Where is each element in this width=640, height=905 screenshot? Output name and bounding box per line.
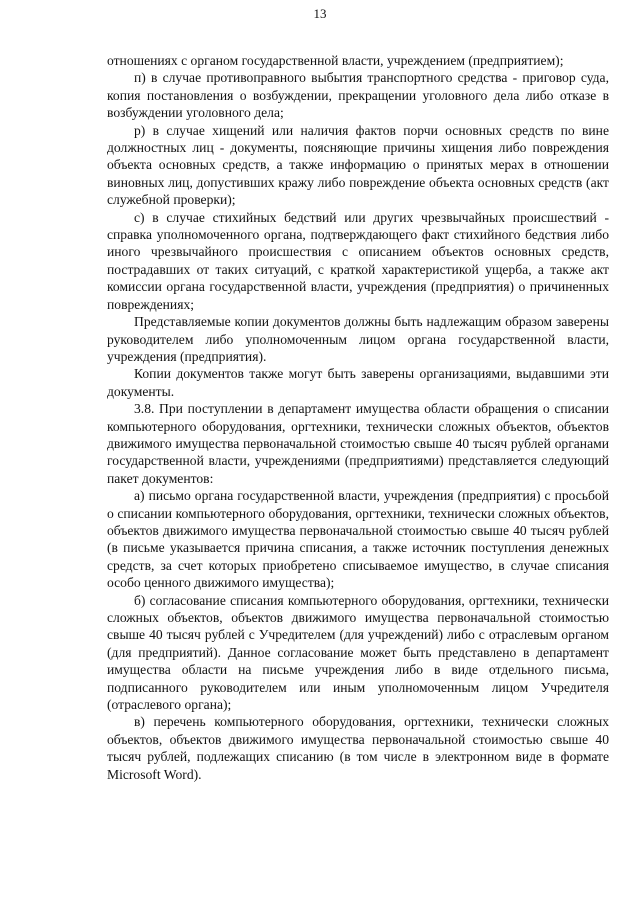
paragraph-copies-by-organizations: Копии документов также могут быть заверены организациями, выдавшими эти документы. <box>107 366 609 399</box>
document-body <box>107 52 609 783</box>
page-number: 13 <box>313 6 327 21</box>
paragraph-item-v: в) перечень компьютерного оборудования, оргтехники, технически сложных объектов, объектов движимого имущества первоначальной стоимостью свыше 40 тысяч рублей, подлежащих списанию (в том числе в электронном виде в формате Microsoft Word). <box>107 714 609 782</box>
paragraph-item-r: р) в случае хищений или наличия фактов порчи основных средств по вине должностных лиц - документы, поясняющие причины хищения либо повреждения объекта основных средств, а также информацию о принятых мерах в отношении виновных лиц, допустивших кражу либо повреждение объекта основных средств (акт служебной проверки); <box>107 122 609 208</box>
paragraph-section-3-8: 3.8. При поступлении в департамент имущества области обращения о списании компьютерного оборудования, оргтехники, технически сложных объектов, объектов движимого имущества первоначальной стоимостью свыше 40 тысяч рублей органами государственной власти, учреждениями (предприятиями) представляется следующий пакет документов: <box>107 401 609 486</box>
paragraph-item-p: п) в случае противоправного выбытия транспортного средства - приговор суда, копия постановления о возбуждении, прекращении уголовного дела либо отказе в возбуждении уголовного дела; <box>107 70 609 121</box>
paragraph-item-s: с) в случае стихийных бедствий или других чрезвычайных происшествий - справка уполномоченного органа, подтверждающего факт стихийного бедствия либо иного чрезвычайного происшествия с описанием объектов основных средств, пострадавших от таких ситуаций, с краткой характеристикой ущерба, а также акт комиссии органа государственной власти, учреждения (предприятия) о причиненных повреждениях; <box>107 209 609 312</box>
paragraph-copies-certification: Представляемые копии документов должны быть надлежащим образом заверены руководителем либо уполномоченным лицом органа государственной власти, учреждения (предприятия). <box>107 314 609 364</box>
paragraph-item-b: б) согласование списания компьютерного оборудования, оргтехники, технически сложных объектов, объектов движимого имущества первоначальной стоимостью свыше 40 тысяч рублей с Учредителем (для учреждений) либо с отраслевым органом (для предприятий). Данное согласование может быть представлено в департамент имущества области на письме учреждения либо в виде отдельного письма, подписанного руководителем или иным уполномоченным лицом Учредителя (отраслевого органа); <box>107 592 609 713</box>
paragraph-continuation: отношениях с органом государственной власти, учреждением (предприятием); <box>107 53 564 68</box>
paragraph-item-a: а) письмо органа государственной власти, учреждения (предприятия) с просьбой о списании компьютерного оборудования, оргтехники, технически сложных объектов, объектов движимого имущества первоначальной стоимостью свыше 40 тысяч рублей (в письме указывается причина списания, а также источник поступления денежных средств, за счет которых приобретено списываемое имущество, в случае списания особо ценного движимого имущества); <box>107 488 609 591</box>
